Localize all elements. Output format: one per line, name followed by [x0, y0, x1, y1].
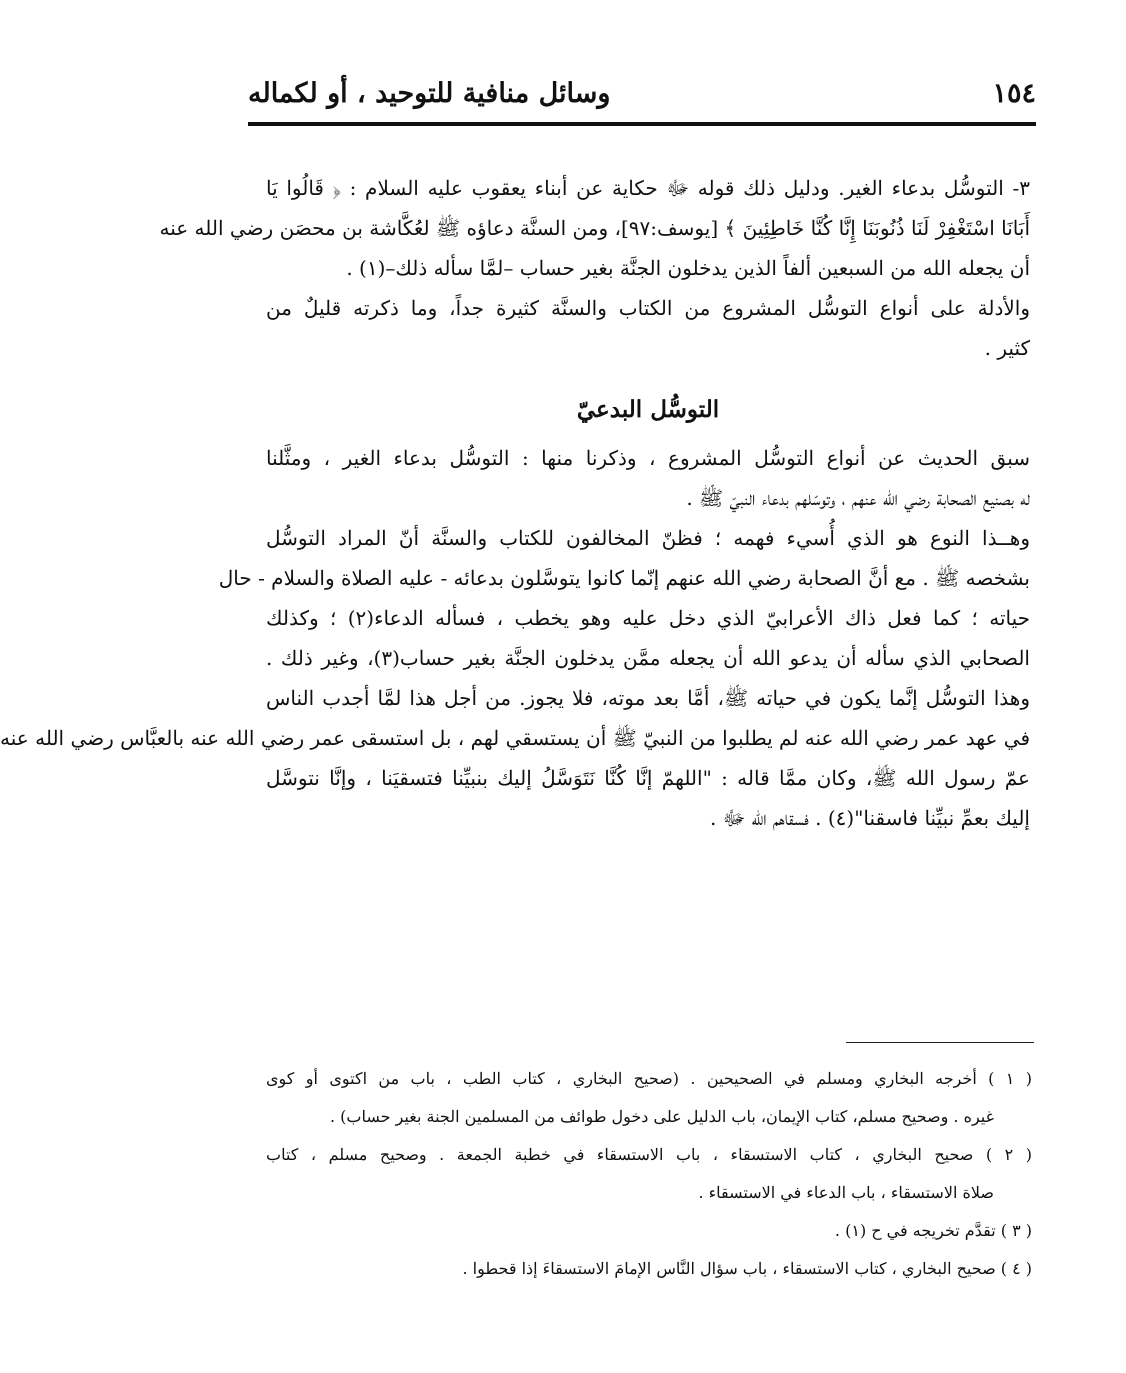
text-line: ٣- التوسُّل بدعاء الغير. ودليل ذلك قوله ﷻ حكاية عن أبناء يعقوب عليه السلام : ﴿ قَالُوا يَا	[266, 176, 1031, 200]
footnote-2	[266, 1136, 1032, 1212]
text-line: كثير .	[984, 336, 1030, 360]
footnote-line: ( ٢ ) صحيح البخاري ، كتاب الاستسقاء ، باب الاستسقاء في خطبة الجمعة . وصحيح مسلم ، كتاب	[266, 1145, 1033, 1164]
text-line: أن يجعله الله من السبعين ألفاً الذين يدخلون الجنَّة بغير حساب –لمَّا سأله ذلك–(١) .	[346, 256, 1030, 280]
text-line: عمّ رسول الله ﷺ، وكان ممَّا قاله : "اللهمّ إنَّا كُنَّا نَتَوَسَّلُ إليك بنبيِّنا فتسقيَنا ، وإنَّا نتوسَّل	[266, 766, 1030, 790]
text-line: الصحابي الذي سأله أن يدعو الله أن يجعله ممَّن يدخلون الجنَّة بغير حساب(٣)، وغير ذلك .	[266, 646, 1030, 670]
footnote-separator	[846, 1042, 1034, 1043]
footnote-line: صلاة الاستسقاء ، باب الدعاء في الاستسقاء .	[698, 1183, 994, 1202]
footnote-1	[266, 1060, 1032, 1136]
text-line: وهذا التوسُّل إنَّما يكون في حياته ﷺ، أمَّا بعد موته، فلا يجوز. من أجل هذا لمَّا أجدب الناس	[266, 686, 1030, 710]
text-line: وهــذا النوع هو الذي أُسيء فهمه ؛ فظنّ المخالفون للكتاب والسنَّة أنّ المراد التوسُّل	[266, 526, 1030, 550]
page-header	[248, 78, 1036, 122]
footnote-4	[266, 1250, 1032, 1288]
footnote-line: ( ٤ ) صحيح البخاري ، كتاب الاستسقاء ، باب سؤال النَّاس الإمامَ الاستسقاءَ إذا قحطوا .	[462, 1259, 1032, 1278]
footnote-line: ( ٣ ) تقدَّم تخريجه في ح (١) .	[834, 1221, 1032, 1240]
footnotes	[266, 1060, 1032, 1288]
footnote-line: ( ١ ) أخرجه البخاري ومسلم في الصحيحين . (صحيح البخاري ، كتاب الطب ، باب من اكتوى أو كوى	[266, 1069, 1032, 1088]
text-line: بشخصه ﷺ . مع أنَّ الصحابة رضي الله عنهم إنّما كانوا يتوسَّلون بدعائه - عليه الصلاة والسلام - حال	[218, 566, 1030, 590]
paragraph-evidence	[266, 288, 1030, 368]
text-line: في عهد عمر رضي الله عنه لم يطلبوا من النبيّ ﷺ أن يستسقي لهم ، بل استسقى عمر رضي الله عنه بالعبَّاس رضي الله عنه	[0, 726, 1030, 750]
header-rule	[248, 122, 1036, 126]
text-line: أَبَانَا اسْتَغْفِرْ لَنَا ذُنُوبَنَا إِنَّا كُنَّا خَاطِئِينَ ﴾ [يوسف:٩٧]، ومن السنَّة دعاؤه ﷺ لعُكَّاشة بن محصَن رضي الله عنه	[159, 216, 1030, 240]
main-text	[0, 168, 1031, 838]
paragraph-previous-discussion	[266, 438, 1030, 518]
paragraph-misunderstanding	[0, 518, 1030, 838]
paragraph-intercession-by-others	[159, 168, 1031, 288]
footnote-3	[266, 1212, 1032, 1250]
footnote-line: غيره . وصحيح مسلم، كتاب الإيمان، باب الدليل على دخول طوائف من المسلمين الجنة بغير حساب) .	[330, 1107, 994, 1126]
page-number: ١٥٤	[992, 78, 1036, 109]
text-line: إليك بعمِّ نبيِّنا فاسقنا"(٤) . فسقاهم الله ﷻ .	[709, 806, 1030, 830]
text-line: له بصنيع الصحابة رضي الله عنهم ، وتوسّلهم بدعاء النبيّ ﷺ .	[686, 486, 1030, 510]
text-line: حياته ؛ كما فعل ذاك الأعرابيّ الذي دخل عليه وهو يخطب ، فسأله الدعاء(٢) ؛ وكذلك	[266, 606, 1030, 630]
text-line: سبق الحديث عن أنواع التوسُّل المشروع ، وذكرنا منها : التوسُّل بدعاء الغير ، ومثَّلنا	[266, 446, 1030, 470]
text-line: والأدلة على أنواع التوسُّل المشروع من الكتاب والسنَّة كثيرة جداً، وما ذكرته قليلٌ من	[266, 296, 1030, 320]
section-title: التوسُّل البدعيّ	[576, 396, 720, 423]
running-title: وسائل منافية للتوحيد ، أو لكماله	[248, 78, 611, 109]
